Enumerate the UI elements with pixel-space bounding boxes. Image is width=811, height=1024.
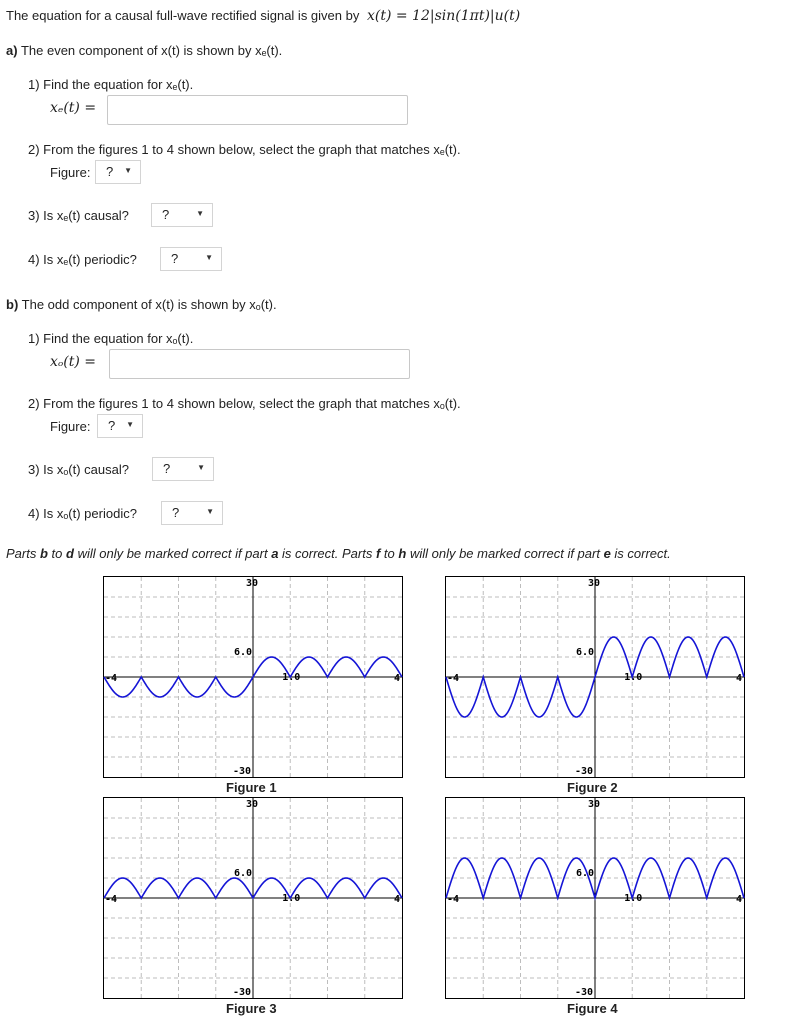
intro-equation: x(t) = 12|sin(1πt)|u(t) [366,8,521,24]
part-b-q3-text: 3) Is xₒ(t) causal? [28,462,129,477]
x-max-label: 4 [393,673,400,684]
y-mark-label: 6.0 [575,868,594,879]
part-a-letter: a) [6,43,18,58]
odd-figure-value: ? [108,418,116,433]
x-max-label: 4 [393,894,400,905]
even-causal-select[interactable] [151,203,213,227]
figure-2-caption: Figure 2 [567,780,618,795]
y-mark-label: 6.0 [233,868,252,879]
chevron-down-icon: ▼ [124,166,132,175]
odd-causal-value: ? [163,461,171,476]
y-min-label: -30 [574,766,593,777]
y-mark-label: 6.0 [233,647,252,658]
notice-part-e: e [603,546,611,561]
odd-equation-input[interactable] [109,349,410,379]
notice-text: is correct. [610,546,671,561]
chevron-down-icon: ▼ [196,209,204,218]
x-min-label: -4 [105,894,118,905]
odd-figure-select[interactable] [97,414,143,438]
x-min-label: -4 [447,673,460,684]
notice-text: will only be marked correct if part [406,546,604,561]
intro-text: The equation for a causal full-wave rectified signal is given by [6,8,360,23]
notice-text: to [47,546,66,561]
part-a-q3-text: 3) Is xₑ(t) causal? [28,208,129,223]
even-figure-select[interactable] [95,160,141,184]
x-mark-label: 1.0 [282,672,301,683]
figure-1-plot [103,576,403,778]
problem-intro [6,8,520,24]
odd-causal-select[interactable] [152,457,214,481]
x-max-label: 4 [735,894,742,905]
figure-3-plot [103,797,403,999]
part-a-q1-answer-label: xₑ(t) = [50,100,97,116]
part-b-q2-text: 2) From the figures 1 to 4 shown below, select the graph that matches xₒ(t). [28,396,461,411]
y-mark-label: 6.0 [575,647,594,658]
notice-text: to [380,546,399,561]
figure-4-caption: Figure 4 [567,1001,618,1016]
part-a-figure-label: Figure: [50,165,91,180]
even-periodic-select[interactable] [160,247,222,271]
odd-periodic-value: ? [172,505,180,520]
part-b-letter: b) [6,297,19,312]
y-max-label: 30 [245,578,259,589]
even-periodic-value: ? [171,251,179,266]
grading-notice [6,546,671,561]
figure-2-plot [445,576,745,778]
figure-4-plot [445,797,745,999]
part-a-heading [6,43,282,58]
notice-part-f: f [375,546,381,561]
even-causal-value: ? [162,207,170,222]
even-equation-input[interactable] [107,95,408,125]
part-b-q4-text: 4) Is xₒ(t) periodic? [28,506,137,521]
x-mark-label: 1.0 [624,893,643,904]
part-b-text: The odd component of x(t) is shown by xₒ(t). [21,297,277,312]
figure-1-caption: Figure 1 [226,780,277,795]
x-min-label: -4 [105,673,118,684]
notice-part-b: b [39,546,48,561]
y-max-label: 30 [587,799,601,810]
notice-part-h: h [398,546,407,561]
chevron-down-icon: ▼ [197,463,205,472]
odd-periodic-select[interactable] [161,501,223,525]
x-max-label: 4 [735,673,742,684]
y-min-label: -30 [232,987,251,998]
part-b-q1-answer-label: xₒ(t) = [50,354,97,370]
part-a-q2-text: 2) From the figures 1 to 4 shown below, select the graph that matches xₑ(t). [28,142,461,157]
even-figure-value: ? [106,164,114,179]
chevron-down-icon: ▼ [206,507,214,516]
x-mark-label: 1.0 [282,893,301,904]
notice-text: will only be marked correct if part [73,546,272,561]
notice-part-a: a [271,546,279,561]
x-mark-label: 1.0 [624,672,643,683]
chevron-down-icon: ▼ [126,420,134,429]
y-min-label: -30 [232,766,251,777]
part-a-text: The even component of x(t) is shown by xₑ(t). [20,43,283,58]
notice-text: Parts [6,546,40,561]
notice-text: is correct. Parts [278,546,376,561]
x-min-label: -4 [447,894,460,905]
part-b-q1-text: 1) Find the equation for xₒ(t). [28,331,194,346]
part-a-q1-text: 1) Find the equation for xₑ(t). [28,77,194,92]
part-b-heading [6,297,277,312]
part-a-q4-text: 4) Is xₑ(t) periodic? [28,252,137,267]
y-max-label: 30 [587,578,601,589]
figure-3-caption: Figure 3 [226,1001,277,1016]
y-min-label: -30 [574,987,593,998]
y-max-label: 30 [245,799,259,810]
part-b-figure-label: Figure: [50,419,91,434]
chevron-down-icon: ▼ [205,253,213,262]
notice-part-d: d [66,546,74,561]
